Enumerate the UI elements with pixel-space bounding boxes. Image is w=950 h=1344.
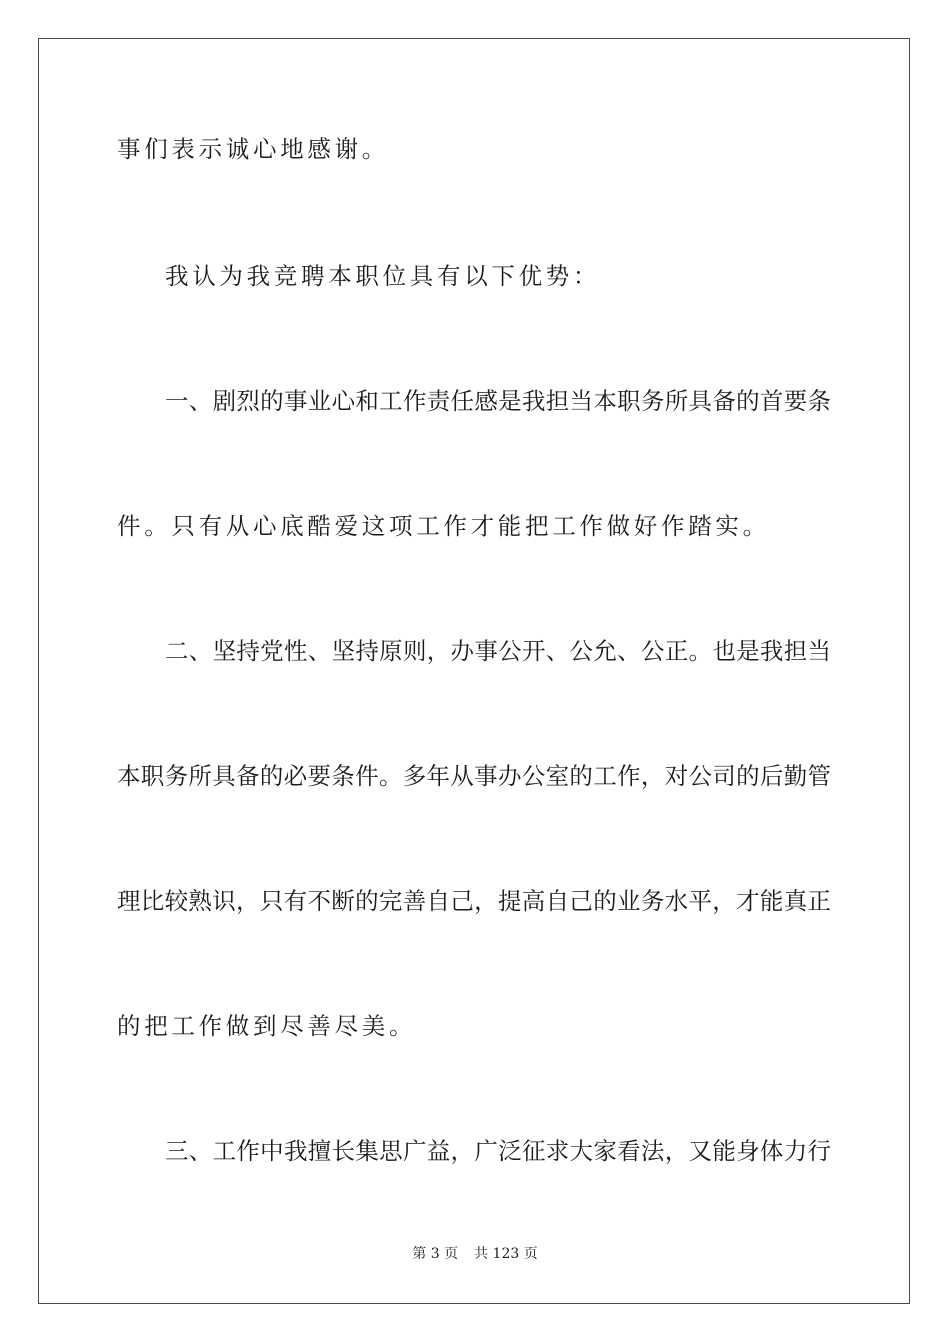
text-line-6: 本职务所具备的必要条件。多年从事办公室的工作，对公司的后勤管 bbox=[117, 762, 831, 790]
text-line-4: 件。只有从心底酷爱这项工作才能把工作做好作踏实。 bbox=[117, 512, 770, 540]
page-border bbox=[38, 38, 910, 1304]
text-line-5: 二、坚持党性、坚持原则，办事公开、公允、公正。也是我担当 bbox=[165, 637, 831, 665]
page-footer bbox=[0, 1245, 950, 1263]
text-line-7: 理比较熟识，只有不断的完善自己，提高自己的业务水平，才能真正 bbox=[117, 887, 831, 915]
page-total: 共 123 页 bbox=[474, 1246, 538, 1262]
text-line-1: 事们表示诚心地感谢。 bbox=[117, 135, 389, 163]
text-line-3: 一、剧烈的事业心和工作责任感是我担当本职务所具备的首要条 bbox=[165, 387, 831, 415]
text-line-2: 我认为我竞聘本职位具有以下优势： bbox=[165, 262, 601, 290]
text-line-8: 的把工作做到尽善尽美。 bbox=[117, 1012, 417, 1040]
page-number: 第 3 页 bbox=[412, 1246, 459, 1262]
text-line-9: 三、工作中我擅长集思广益，广泛征求大家看法，又能身体力行 bbox=[165, 1137, 831, 1165]
